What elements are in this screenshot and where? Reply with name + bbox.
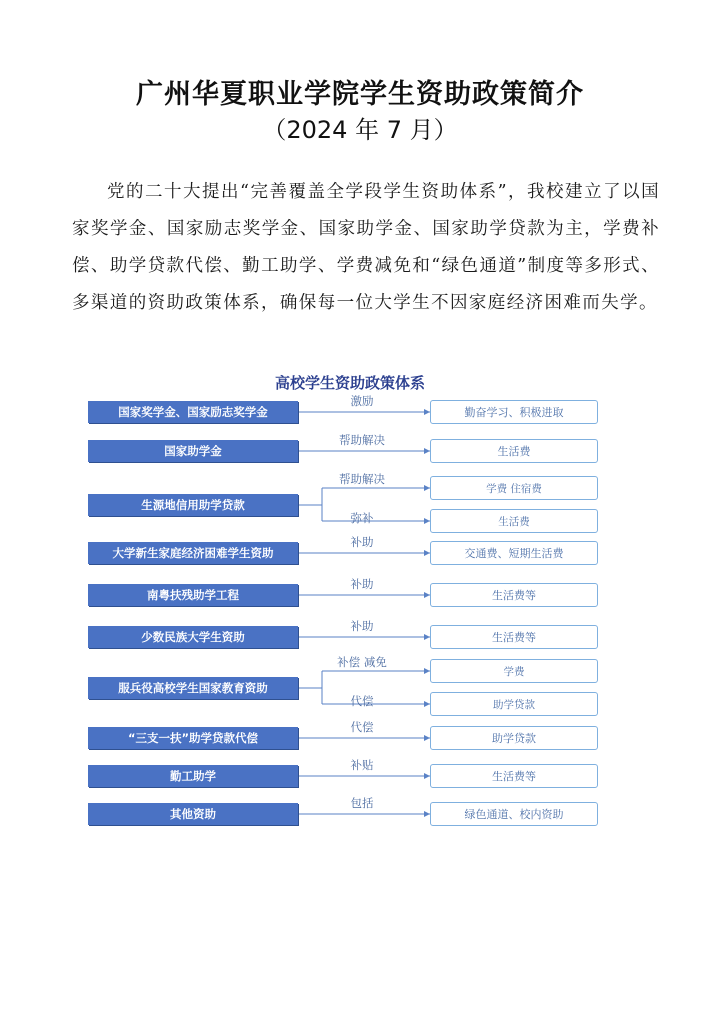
outcome-node: 勤奋学习、积极进取 [430, 400, 598, 424]
document-title: 广州华夏职业学院学生资助政策简介 [136, 79, 584, 110]
document-subtitle: （2024 年 7 月） [262, 116, 458, 144]
policy-node: 少数民族大学生资助 [88, 626, 298, 648]
connector-label: 帮助解决 [339, 433, 385, 447]
policy-node: “三支一扶”助学贷款代偿 [88, 727, 298, 749]
policy-node: 国家奖学金、国家励志奖学金 [88, 401, 298, 423]
policy-node: 勤工助学 [88, 765, 298, 787]
outcome-node: 生活费等 [430, 764, 598, 788]
connector-label: 补助 [350, 619, 374, 633]
outcome-node: 生活费等 [430, 625, 598, 649]
connector-label: 补偿 减免 [337, 655, 387, 669]
outcome-node: 交通费、短期生活费 [430, 541, 598, 565]
connector-label: 激励 [350, 394, 374, 408]
outcome-node: 生活费等 [430, 583, 598, 607]
connector-label: 代偿 [350, 720, 374, 734]
outcome-node: 生活费 [430, 439, 598, 463]
policy-node: 其他资助 [88, 803, 298, 825]
connector-label: 弥补 [350, 511, 374, 525]
policy-node: 服兵役高校学生国家教育资助 [88, 677, 298, 699]
outcome-node: 绿色通道、校内资助 [430, 802, 598, 826]
policy-node: 国家助学金 [88, 440, 298, 462]
connector-label: 包括 [350, 796, 374, 810]
outcome-node: 助学贷款 [430, 726, 598, 750]
policy-node: 生源地信用助学贷款 [88, 494, 298, 516]
policy-node: 大学新生家庭经济困难学生资助 [88, 542, 298, 564]
policy-node: 南粤扶残助学工程 [88, 584, 298, 606]
diagram-title: 高校学生资助政策体系 [274, 374, 425, 392]
outcome-node: 学费 住宿费 [430, 476, 598, 500]
outcome-node: 助学贷款 [430, 692, 598, 716]
connector-label: 补助 [350, 577, 374, 591]
connector-label: 补助 [350, 535, 374, 549]
outcome-node: 生活费 [430, 509, 598, 533]
connector-label: 补贴 [350, 758, 374, 772]
outcome-node: 学费 [430, 659, 598, 683]
connector-label: 代偿 [350, 694, 374, 708]
intro-paragraph: 党的二十大提出“完善覆盖全学段学生资助体系”，我校建立了以国家奖学金、国家励志奖学金、国家助学金、国家助学贷款为主，学费补偿、助学贷款代偿、勤工助学、学费减免和“绿色通道”制度等多形式、多渠道的资助政策体系，确保每一位大学生不因家庭经济困难而失学。 [72, 182, 660, 313]
connector-label: 帮助解决 [339, 472, 385, 486]
